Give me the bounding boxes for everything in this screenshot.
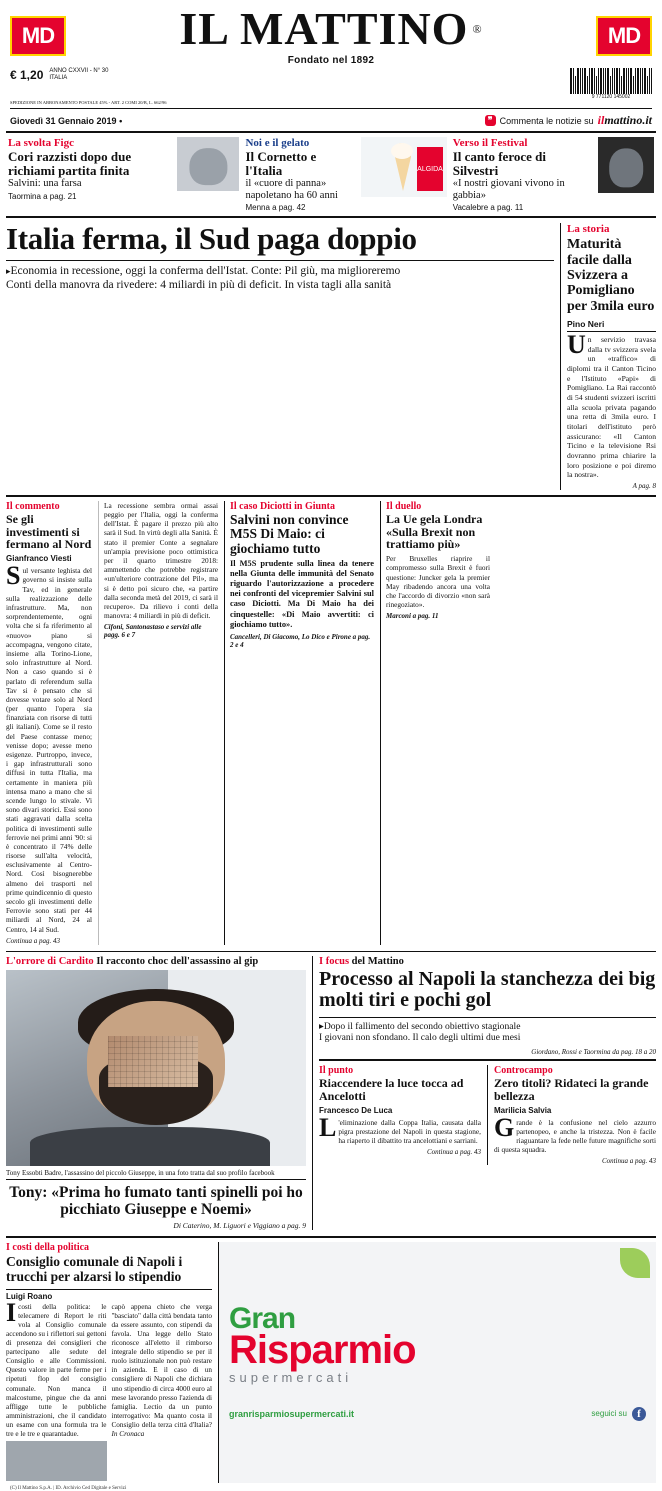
advertisement-gran-risparmio[interactable] [218,1242,656,1483]
focus-kicker-red: I focus [319,955,350,967]
comment-promo[interactable] [485,113,652,128]
punto-kicker: Il punto [319,1064,354,1076]
diciotti-credits: Cancelleri, Di Giacomo, Lo Dico e Pirone a pag. 2 e 4 [230,632,371,649]
punto-byline: Francesco De Luca [319,1105,393,1115]
recessione-credits: Cifoni, Santonastaso e servizi alle pagg. 6 e 7 [104,623,202,640]
shipping-note: SPEDIZIONE IN ABBONAMENTO POSTALE 45% - ART. 2 COMI 20/B, L. 662/96 [10,100,167,105]
storia-page-ref: A pag. 8 [632,481,656,490]
bottom-block [6,1236,656,1483]
advert-footer [229,1407,646,1421]
cardito-page-ref: Di Caterino, M. Liguori e Viggiano a pag. 9 [173,1221,306,1231]
dateline-bar [6,112,656,131]
recessione-column[interactable] [98,501,218,945]
politica-headline: Consiglio comunale di Napoli i trucchi per alzarsi lo stipendio [6,1254,183,1285]
issue-info [49,68,108,82]
politica-kicker: I costi della politica [6,1242,90,1254]
price-block [10,68,108,82]
site-prefix: il [597,113,605,127]
duello-kicker: Il duello [386,500,422,512]
issue-year: ANNO CXXVII - N° 30 [49,68,109,74]
commento-continua[interactable]: Continua a pag. 43 [6,936,61,945]
napoli-controcampo-column[interactable] [487,1065,656,1165]
punto-body-text: 'eliminazione dalla Coppa Italia, causata dalla pigra prestazione del Napoli in questa stagione, ha riaperto il dibattito tra ancelottiani e sarriani. [338,1117,481,1146]
commento-headline: Se gli investimenti si fermano al Nord [6,511,92,552]
lead-summary-line1: Economia in recessione, oggi la conferma dell'Istat. Conte: Pil giù, ma miglioreremo [10,264,401,277]
controcampo-headline: Zero titoli? Ridateci la grande bellezza [494,1075,649,1103]
teaser-figc[interactable] [8,137,239,212]
napoli-punto-column[interactable] [319,1065,481,1165]
politica-body-text-1: costi della politica: le telecamere di Report le riti vola al Consiglio comunale accendono su i riflettori sui gettoni di presenza dei consiglieri che partecipano alle sedute del Consiglio e alle Commissioni. Questo valore in parte ferme per i ripetuti flop del consiglio comunale. Non manca il malcostume, pingue che da anni affligge tutte le pubbliche amministrazioni, che il candidato un esame con una formula tra le tre e le tre e quarantadue. [6,1302,107,1438]
controcampo-dropcap: G [494,1112,515,1142]
ice-cream-cone-icon [361,137,447,197]
cardito-suspect-photo [6,970,306,1166]
teaser-kicker: Verso il Festival [452,137,528,149]
triangle-icon: ▸ [6,265,11,276]
page-title [66,3,596,54]
speech-bubble-icon: ❞ [485,115,496,126]
publication-date [10,116,122,126]
politica-body-col1 [6,1297,107,1483]
napoli-headline: Processo al Napoli la stanchezza dei big molti tiri e pochi gol [319,967,656,1012]
facebook-icon[interactable]: f [632,1407,646,1421]
md-logo-left-text: MD [21,23,55,48]
teaser-kicker: Noi e il gelato [245,137,310,149]
md-logo-right [596,16,652,56]
commento-kicker: Il commento [6,500,60,512]
duello-credits: Marconi a pag. 11 [386,612,439,621]
teaser-headline: Cori razzisti dopo due richiami partita finita [8,149,132,179]
middle-block [6,951,656,1230]
registered-mark: ® [472,22,483,36]
diciotti-headline: Salvini non convince M5S Di Maio: ci giochiamo tutto [230,511,349,556]
footer-legal: (C) Il Mattino S.p.A. | ID. Archivio Ced Digitale e Servizi [10,1485,127,1491]
paper-title-text: IL MATTINO [179,3,469,54]
cardito-quote-headline: Tony: «Prima ho fumato tanti spinelli poi ho picchiato Giuseppe e Noemi» [9,1184,303,1219]
recessione-body: La recessione sembra ormai assai peggio per l'Italia, oggi la conferma dell'Istat. È pagare il prezzo più alto sarà il Sud. In virtù degli alla Sanità. È stato il premier Conte a segnalare un'ampia previsione poco ottimistica per il quarto trimestre 2018: ammettendo che potrebbe registrare «un'ulteriore contrazione del Pil», ma si è detto poi sicuro che, «a partire dalla seconda metà del 2019, ci sarà il recupero». Da rilievo i conti della manovra: 4 miliardi in più di deficit. [104,500,218,621]
barcode-number: 9 771120 145002 [591,94,631,100]
cardito-kicker-rest: Il racconto choc dell'assassino al gip [96,955,259,967]
politica-body-col2 [112,1303,213,1483]
focus-kicker-rest: del Mattino [351,955,404,967]
cornetto-algida-photo [361,137,447,197]
controcampo-kicker: Controcampo [494,1064,553,1076]
napoli-summary-line1: Dopo il fallimento del secondo obiettivo stagionale [323,1020,521,1032]
advert-brand-line1: Gran [229,1301,296,1335]
storia-body-text: n servizio travasa dalla tv svizzera svela un «traffico» di diplomi tra il Canton Ticino e l'Istituto «Papi» di Pomigliano. La Rai raccontò di 54 studenti svizzeri iscritti alla scuola privata pagando una retta di 3mila euro. I titolari dell'istituto però assicurano: «Il Canton Ticino e la televisione Rsi dovranno prima chiarire la loro posizione e poi diremo la nostra». [567,335,656,480]
storia-headline: Maturità facile dalla Svizzera a Pomigliano per 3mila euro [567,237,655,314]
controcampo-body-text: rande è la confusione nel cielo azzurro partenopeo, e anche la tristezza. Non è facile riaguantare la fede nelle future magnifiche sorti di questa squadra. [494,1117,656,1155]
diciotti-kicker: Il caso Diciotti in Giunta [230,500,336,512]
divider-top [10,108,652,109]
date-bullet: • [119,115,123,126]
title-block [66,3,596,66]
politica-dropcap: I [6,1297,17,1327]
date-text: Giovedì 31 Gennaio 2019 [10,115,117,126]
napoli-focus-kicker [319,956,656,967]
cardito-kicker-red: L'orrore di Cardito [6,955,94,967]
teaser-headline: Il Cornetto e l'Italia [245,149,317,179]
site-link[interactable] [598,113,652,128]
triangle-icon: ▸ [319,1020,324,1032]
secondary-columns [6,495,656,945]
site-domain: mattino.it [604,113,652,127]
masthead [6,0,656,66]
cardito-kicker [6,956,306,967]
md-logo-left [10,16,66,56]
controcampo-continua[interactable]: Continua a pag. 43 [601,1157,656,1166]
teaser-page-ref: Taormina a pag. 21 [8,191,77,201]
commento-body [6,561,92,934]
teaser-kicker: La svolta Figc [8,137,74,149]
commento-byline: Gianfranco Viesti [6,554,72,564]
md-logo-right-text: MD [607,23,641,48]
issue-edition: ITALIA [49,74,68,81]
politica-columns [6,1297,212,1483]
duello-headline: La Ue gela Londra «Sulla Brexit non trattiamo più» [386,511,483,552]
politica-story[interactable] [6,1242,212,1483]
punto-dropcap: L [319,1112,337,1142]
napoli-credits: Giordano, Rossi e Taormina da pag. 18 a 20 [319,1048,656,1061]
politica-page-ref: In Cronaca [111,1429,145,1438]
advert-brand [229,1301,646,1372]
teaser-subline: il «cuore di panna» napoletano ha 60 anni [245,178,338,201]
teaser-gelato[interactable] [245,137,446,212]
lead-headline: Italia ferma, il Sud paga doppio [6,221,417,257]
fivecol-spacer [496,501,600,945]
divider-napoli [319,1017,656,1018]
napoli-summary [319,1021,656,1044]
teaser-subline: «I nostri giovani vivono in gabbia» [452,178,565,201]
teaser-page-ref: Menna a pag. 42 [245,203,306,213]
punto-headline: Riaccendere la luce tocca ad Ancelotti [319,1075,464,1103]
barcode-icon [570,68,652,94]
punto-body [319,1112,481,1146]
teaser-page-ref: Vacalebre a pag. 11 [452,203,524,213]
politica-body-text-2: capò appena chieto che verga "basciato" dalla città bendata tanto da essere assunto, con stipendi da favola. Una legge dello Stato riconosce all'eletto il rimborso integrale dello stipendio se per il ruolo istituzionale non può restare in azienda. E il caso di un consigliere di Napoli che dichiara uno stipendio di circa 4000 euro al mese lavorando presso l'azienda di famiglia. Lectio da un punto interrogativo: Ma quanto costa il Consiglio della terza città d'Italia? [111,1302,212,1429]
advert-subtitle: supermercati [229,1369,353,1385]
cardito-photo-caption: Tony Essobti Badre, l'assassino del piccolo Giuseppe, in una foto tratta dal suo profilo facebook [6,1169,306,1180]
price-value: € 1,20 [10,68,44,82]
storia-kicker: La storia [567,223,610,236]
napoli-summary-line2: I giovani non sfondano. Il calo degli ultimi due mesi [319,1032,521,1044]
stadium-photo [177,137,239,191]
duello-column[interactable] [380,501,490,945]
duello-body: Per Bruxelles riaprire il compromesso sulla Brexit è fuori questione: Juncker gela la premier May ribadendo ancora una volta che l'accordo di divorzio «non sarà rinegoziato». [386,554,490,610]
teaser-strip [6,131,656,218]
advert-website[interactable]: granrisparmiosupermercati.it [229,1408,355,1419]
politica-byline: Luigi Roano [6,1289,212,1301]
price-strip [6,66,656,100]
storia-column[interactable] [560,223,656,490]
svg-text:ALGIDA: ALGIDA [416,166,443,173]
controcampo-byline: Marilicia Salvia [494,1105,552,1115]
lead-summary-line2: Conti della manovra da rivedere: 4 miliardi in più di deficit. In vista tagli alla sanità [6,278,392,291]
storia-byline: Pino Neri [567,319,656,332]
founded-line: Fondato nel 1892 [287,55,375,66]
cardito-story[interactable] [6,956,306,1230]
lead-story-block [6,218,656,490]
teaser-festival[interactable] [453,137,654,212]
advert-follow-label: seguici su [591,1409,627,1419]
storia-body [567,330,656,480]
diciotti-column[interactable] [224,501,374,945]
commento-column[interactable] [6,501,92,945]
napoli-focus[interactable] [312,956,656,1230]
napoli-subcolumns [319,1065,656,1165]
comment-label: Commenta le notizie su [499,115,594,126]
teaser-subline: Salvini: una farsa [8,178,82,190]
diciotti-sub: Il M5S prudente sulla linea da tenere nella Giunta delle immunità del Senato riguardo l'autorizzazione a procedere nei confronti del vicepremier Salvini sul caso Diciotti. Ma Di Maio ha dei cinquestelle: «Di Maio avvertiti: ci giochiamo tutto». [230,559,374,629]
advert-brand-line2: Risparmio [229,1327,416,1372]
barcode-block [570,68,652,100]
controcampo-body [494,1112,656,1155]
commento-dropcap: S [6,561,21,591]
silvestri-portrait [598,137,654,193]
advert-social[interactable] [591,1407,646,1421]
city-council-photo [6,1441,107,1481]
teaser-headline: Il canto feroce di Silvestri [452,149,546,179]
lead-summary [6,264,554,292]
divider-lead [6,260,554,261]
storia-dropcap: U [567,330,586,360]
punto-continua[interactable]: Continua a pag. 43 [426,1148,481,1157]
commento-body-text: ul versante leghista del governo si insiste sulla Tav, ed in generale sulla realizzazione delle infrastrutture. Ma, non sorprendentemente, ogni volta che si fa riferimento al «nuovo» piano si accompagna, vengono citate, insieme alla Torino-Lione, solo infrastrutture al Nord. Non a caso quando si è parlato di referendum sulla Tav si è pensato che si dovesse votare solo al Nord (per quanto l'opera sia finanziata con risorse di tutti gli italiani). Come se il resto del Paese contasse meno; venisse dopo; avesse meno esigenze. Purtroppo, invece, i gap infrastrutturali sono diffusi in tutta l'Italia, ma certamente in maniera più intensa mano a mano che si scende lungo lo stivale. Vi sono divari storici. Essi sono stati aggravati dalla scelta politica di investimenti sulle ferrovie nei primi anni '90: si è concentrato il 74% delle risorse sull'alta velocità, esclusivamente al Centro-Nord. Così bisognerebbe almeno dei trasporti nel prime quindicennio di questo secolo gli investimenti delle Ferrovie sono stati per 44 miliardi al Nord, 24 al Centro, 14 al Sud. [6,566,92,934]
